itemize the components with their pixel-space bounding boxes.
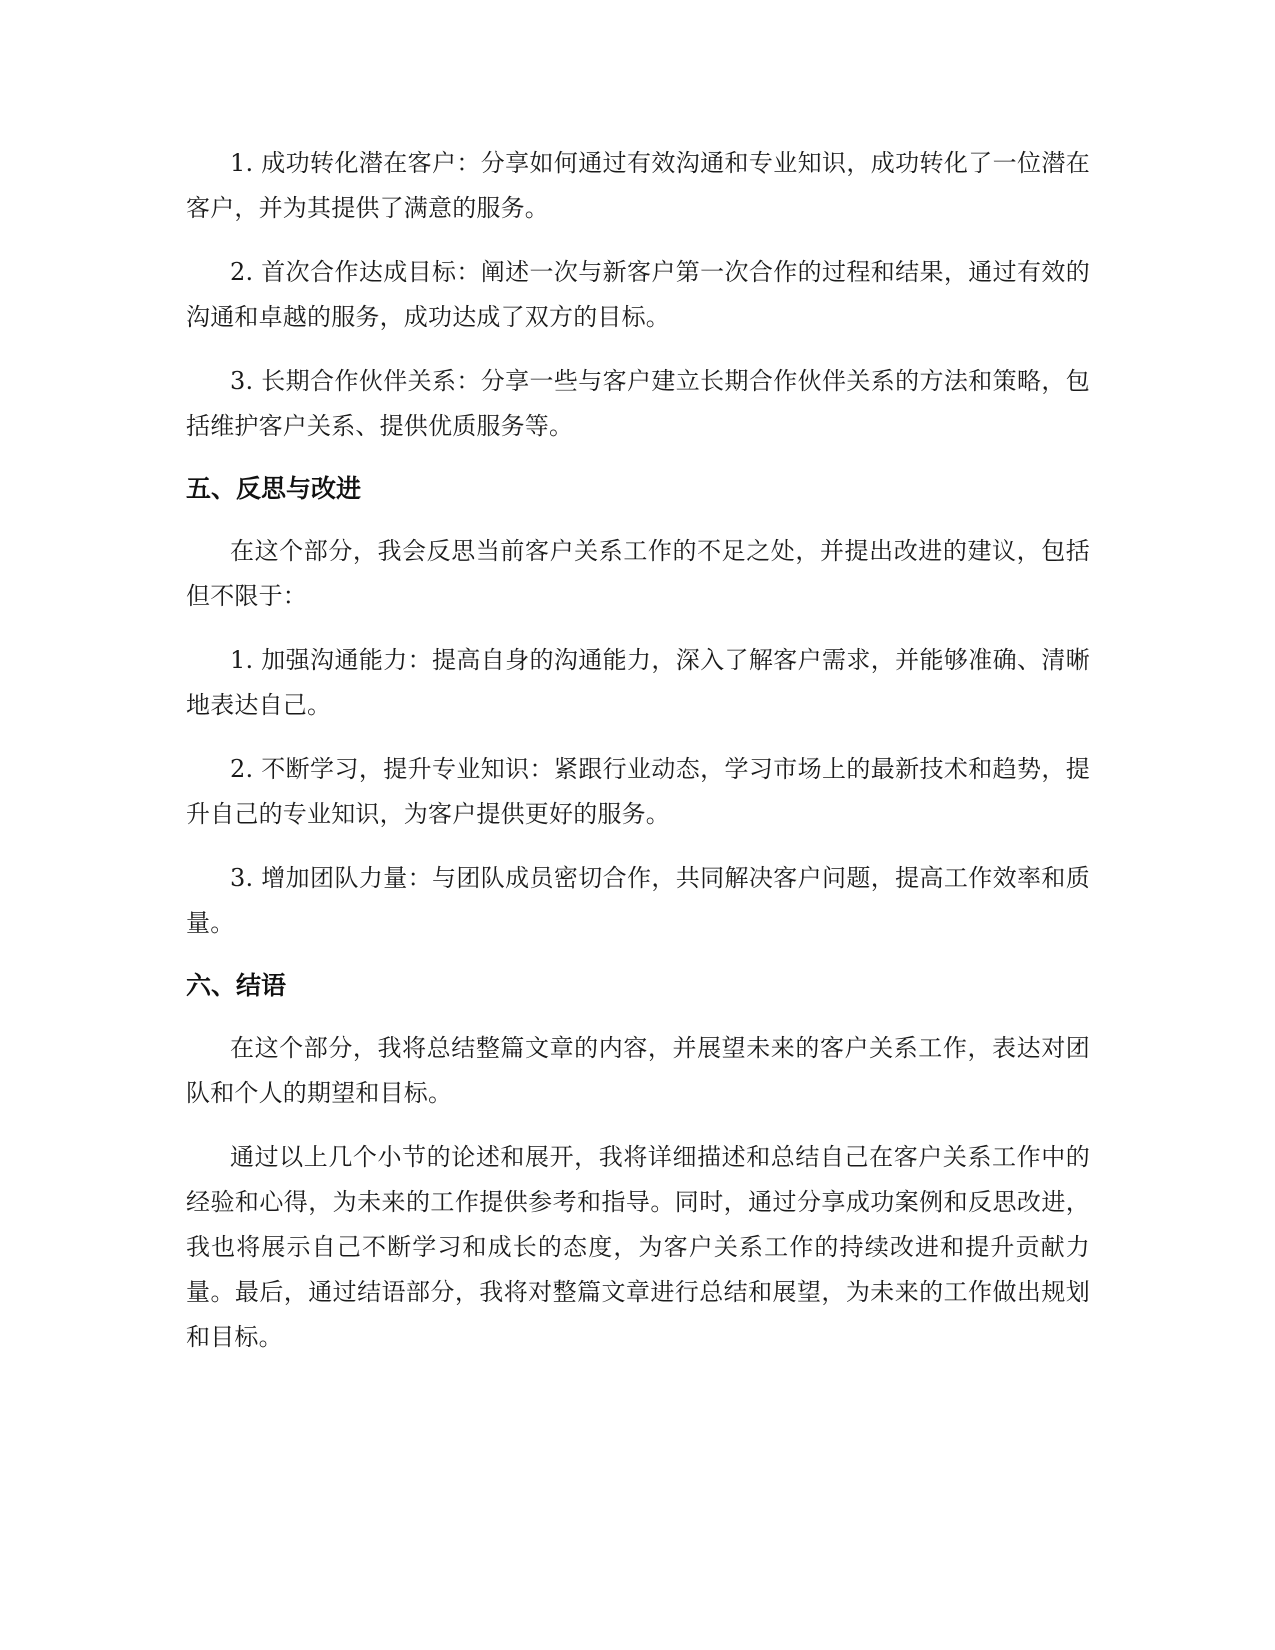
- conclusion-paragraph: 在这个部分，我将总结整篇文章的内容，并展望未来的客户关系工作，表达对团队和个人的期望和目标。: [186, 1034, 1090, 1107]
- improvement-item: 2. 不断学习，提升专业知识：紧跟行业动态，学习市场上的最新技术和趋势，提升自己的专业知识，为客户提供更好的服务。: [186, 755, 1090, 828]
- improvement-item: 1. 加强沟通能力：提高自身的沟通能力，深入了解客户需求，并能够准确、清晰地表达自己。: [186, 646, 1090, 719]
- improvement-item: 3. 增加团队力量：与团队成员密切合作，共同解决客户问题，提高工作效率和质量。: [186, 864, 1090, 937]
- success-case-item: 1. 成功转化潜在客户：分享如何通过有效沟通和专业知识，成功转化了一位潜在客户，并为其提供了满意的服务。: [186, 149, 1090, 222]
- section-heading-reflection: 五、反思与改进: [186, 474, 362, 503]
- document-body: [186, 141, 1090, 1379]
- reflection-intro: 在这个部分，我会反思当前客户关系工作的不足之处，并提出改进的建议，包括但不限于：: [186, 537, 1090, 610]
- success-case-item: 2. 首次合作达成目标：阐述一次与新客户第一次合作的过程和结果，通过有效的沟通和卓越的服务，成功达成了双方的目标。: [186, 258, 1090, 331]
- section-heading-conclusion: 六、结语: [186, 971, 287, 1000]
- conclusion-paragraph: 通过以上几个小节的论述和展开，我将详细描述和总结自己在客户关系工作中的经验和心得，为未来的工作提供参考和指导。同时，通过分享成功案例和反思改进，我也将展示自己不断学习和成长的态度，为客户关系工作的持续改进和提升贡献力量。最后，通过结语部分，我将对整篇文章进行总结和展望，为未来的工作做出规划和目标。: [186, 1143, 1090, 1351]
- success-case-item: 3. 长期合作伙伴关系：分享一些与客户建立长期合作伙伴关系的方法和策略，包括维护客户关系、提供优质服务等。: [186, 367, 1090, 440]
